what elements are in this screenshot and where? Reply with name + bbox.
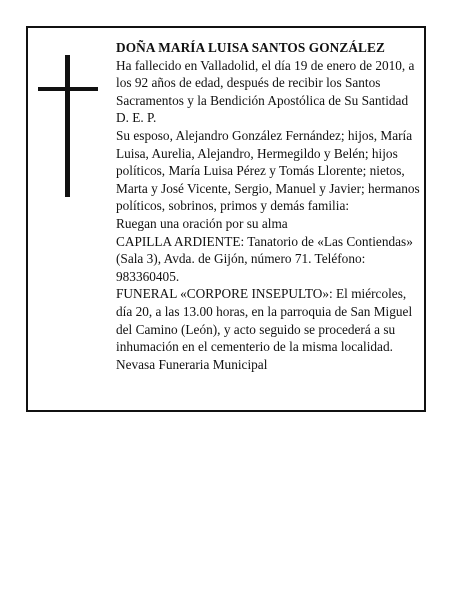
dep-line: D. E. P. <box>116 110 157 126</box>
chapel-information: CAPILLA ARDIENTE: Tanatorio de «Las Contiendas» (Sala 3), Avda. de Gijón, número 71. Teléfono: 983360405. <box>116 233 413 284</box>
death-announcement: Ha fallecido en Valladolid, el día 19 de enero de 2010, a los 92 años de edad, después de recibir los Santos Sacramentos y la Bendición Apostólica de Su Santidad <box>116 57 415 108</box>
deceased-name-title: DOÑA MARÍA LUISA SANTOS GONZÁLEZ <box>116 40 385 55</box>
prayer-request: Ruegan una oración por su alma <box>116 215 288 231</box>
funeral-home-name: Nevasa Funeraria Municipal <box>116 356 268 372</box>
cross-vertical-bar <box>65 55 70 197</box>
obituary-text-block <box>116 39 424 373</box>
cross-horizontal-bar <box>38 87 98 91</box>
family-list: Su esposo, Alejandro González Fernández; hijos, María Luisa, Aurelia, Alejandro, Hermegildo y Belén; hijos políticos, María Luisa Pérez y Tomás Llorente; nietos, Marta y José Vicente, Sergio, Manuel y Javier; hermanos políticos, sobrinos, primos y demás familia: <box>116 127 420 214</box>
latin-cross-icon <box>38 55 98 197</box>
funeral-information: FUNERAL «CORPORE INSEPULTO»: El miércoles, día 20, a las 13.00 horas, en la parroquia de San Miguel del Camino (León), y acto seguido se procederá a su inhumación en el cementerio de la misma localidad. <box>116 286 413 355</box>
